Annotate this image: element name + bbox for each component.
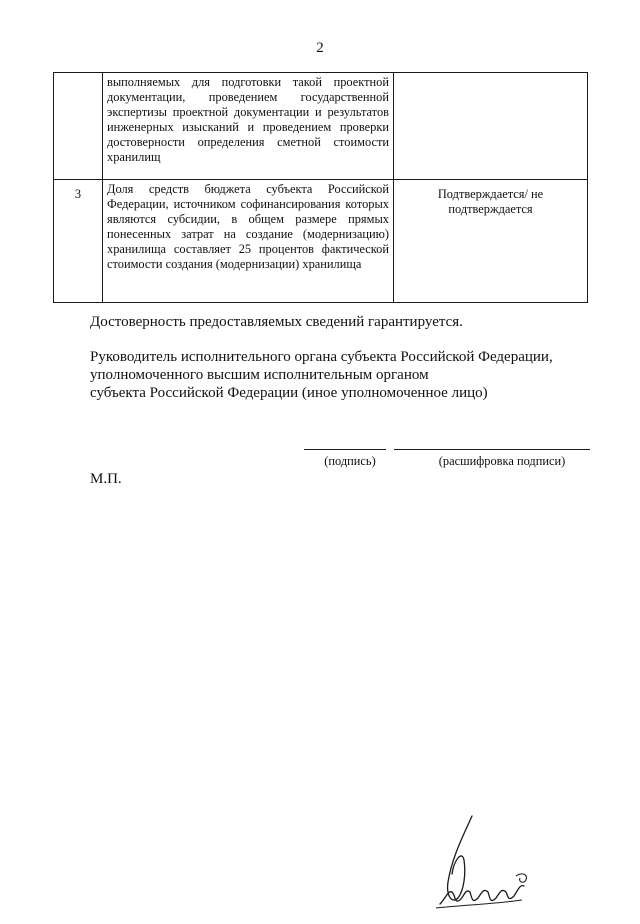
signature-caption: (подпись): [324, 454, 376, 468]
confirmation-status: [394, 73, 588, 180]
table-row: [54, 73, 588, 180]
guarantee-statement: Достоверность предоставляемых сведений гарантируется.: [90, 314, 463, 330]
head-title-line: уполномоченного высшим исполнительным органом: [90, 367, 429, 383]
page-number: 2: [316, 40, 324, 56]
confirmation-status: Подтверждается/ не подтверждается: [394, 180, 588, 303]
row-number: [54, 73, 103, 180]
table-row: [54, 180, 588, 303]
signature-decoding-line: [394, 449, 590, 450]
criteria-table: [53, 72, 588, 303]
signature-line: [304, 449, 386, 450]
head-title-line: субъекта Российской Федерации (иное уполномоченное лицо): [90, 385, 488, 401]
head-of-authority-block: [90, 348, 553, 402]
signature-decoding-caption: (расшифровка подписи): [438, 454, 566, 468]
handwritten-signature: [434, 812, 534, 912]
criterion-text: выполняемых для подготовки такой проектной документации, проведением государственной экспертизы проектной документации и результатов инженерных изысканий и проведением проверки достоверности определения сметной стоимости хранилищ: [103, 73, 394, 180]
row-number: 3: [54, 180, 103, 303]
head-title-line: Руководитель исполнительного органа субъекта Российской Федерации,: [90, 349, 553, 365]
stamp-place: М.П.: [90, 471, 122, 487]
criterion-text: Доля средств бюджета субъекта Российской Федерации, источником софинансирования которых являются субсидии, в общем размере прямых понесенных затрат на создание (модернизацию) хранилища составляет 25 процентов фактической стоимости создания (модернизации) хранилища: [103, 180, 394, 303]
